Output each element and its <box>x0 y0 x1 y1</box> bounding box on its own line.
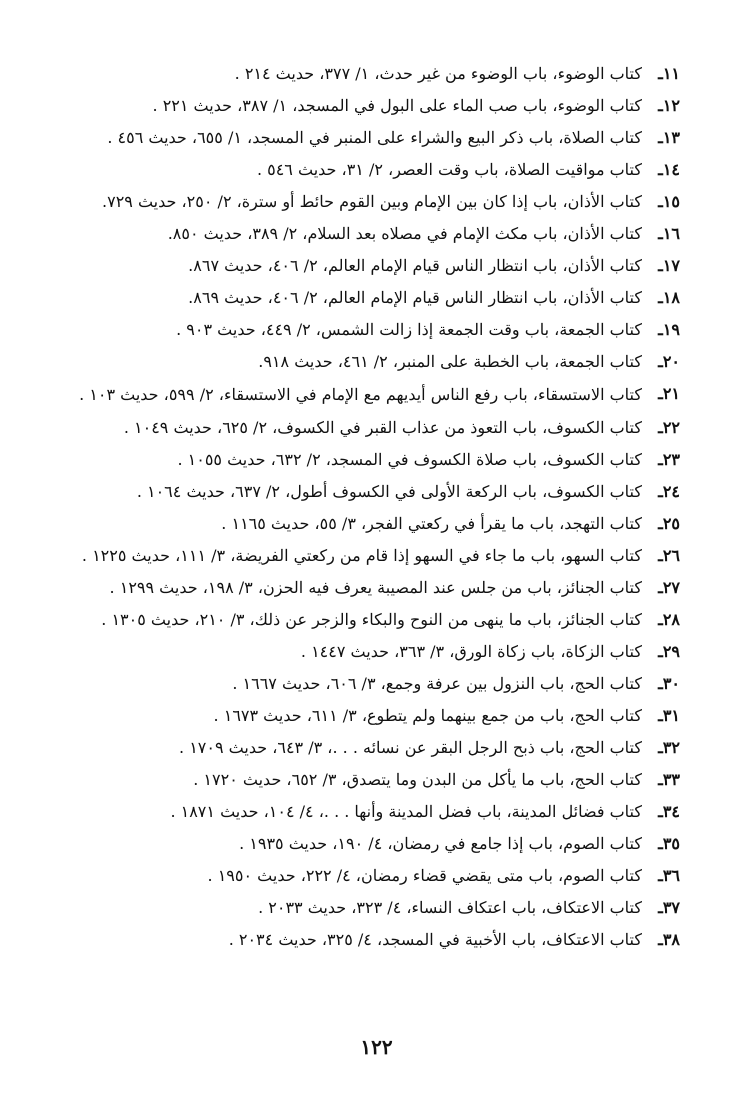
item-text: كتاب الأذان، باب انتظار الناس قيام الإمام العالم، ٢/ ٤٠٦، حديث ٨٦٩. <box>188 288 642 307</box>
item-number: ١٥ـ <box>658 192 680 211</box>
item-text: كتاب السهو، باب ما جاء في السهو إذا قام من ركعتي الفريضة، ٣/ ١١١، حديث ١٢٢٥ . <box>81 546 642 565</box>
item-number: ١٤ـ <box>658 160 680 179</box>
item-number: ٣٤ـ <box>658 802 680 821</box>
item-text: كتاب الجنائز، باب من جلس عند المصيبة يعرف فيه الحزن، ٣/ ١٩٨، حديث ١٢٩٩ . <box>109 578 642 597</box>
item-number: ٣٥ـ <box>658 834 680 853</box>
item-text: كتاب الوضوء، باب صب الماء على البول في المسجد، ١/ ٣٨٧، حديث ٢٢١ . <box>152 96 642 115</box>
item-number: ١٣ـ <box>658 128 680 147</box>
item-number: ١٢ـ <box>658 96 680 115</box>
list-item <box>30 668 680 700</box>
item-number: ٢٤ـ <box>658 482 680 501</box>
list-item <box>30 122 680 154</box>
item-number: ٢٦ـ <box>658 546 680 565</box>
list-item <box>30 540 680 572</box>
item-text: كتاب فضائل المدينة، باب فضل المدينة وأنها . . .، ٤/ ١٠٤، حديث ١٨٧١ . <box>170 802 642 821</box>
item-number: ١٧ـ <box>658 256 680 275</box>
list-item <box>30 860 680 892</box>
item-number: ٣٦ـ <box>658 866 680 885</box>
item-number: ١٦ـ <box>658 224 680 243</box>
item-text: كتاب الصلاة، باب ذكر البيع والشراء على المنبر في المسجد، ١/ ٦٥٥، حديث ٤٥٦ . <box>107 128 642 147</box>
list-item <box>30 378 680 412</box>
list-item <box>30 700 680 732</box>
list-item <box>30 90 680 122</box>
list-item <box>30 476 680 508</box>
item-text: كتاب الاستسقاء، باب رفع الناس أيديهم مع الإمام في الاستسقاء، ٢/ ٥٩٩، حديث ١٠٣ . <box>79 385 642 404</box>
footnote-list <box>30 58 680 956</box>
item-number: ٣٣ـ <box>658 770 680 789</box>
item-text: كتاب التهجد، باب ما يقرأ في ركعتي الفجر، ٣/ ٥٥، حديث ١١٦٥ . <box>221 514 642 533</box>
item-number: ٣٢ـ <box>658 738 680 757</box>
item-text: كتاب الحج، باب ما يأكل من البدن وما يتصدق، ٣/ ٦٥٢، حديث ١٧٢٠ . <box>193 770 642 789</box>
item-number: ٣١ـ <box>658 706 680 725</box>
item-text: كتاب الأذان، باب انتظار الناس قيام الإمام العالم، ٢/ ٤٠٦، حديث ٨٦٧. <box>188 256 642 275</box>
item-text: كتاب الأذان، باب مكث الإمام في مصلاه بعد السلام، ٢/ ٣٨٩، حديث ٨٥٠. <box>167 224 642 243</box>
item-number: ١١ـ <box>658 64 680 83</box>
item-number: ١٩ـ <box>658 320 680 339</box>
item-text: كتاب الكسوف، باب صلاة الكسوف في المسجد، ٢/ ٦٣٢، حديث ١٠٥٥ . <box>177 450 642 469</box>
list-item <box>30 444 680 476</box>
list-item <box>30 250 680 282</box>
item-text: كتاب الصوم، باب إذا جامع في رمضان، ٤/ ١٩٠، حديث ١٩٣٥ . <box>239 834 642 853</box>
item-number: ٢٨ـ <box>658 610 680 629</box>
list-item <box>30 796 680 828</box>
item-number: ٢٧ـ <box>658 578 680 597</box>
item-text: كتاب الوضوء، باب الوضوء من غير حدث، ١/ ٣٧٧، حديث ٢١٤ . <box>234 64 642 83</box>
item-text: كتاب الجنائز، باب ما ينهى من النوح والبكاء والزجر عن ذلك، ٣/ ٢١٠، حديث ١٣٠٥ . <box>101 610 642 629</box>
list-item <box>30 892 680 924</box>
item-number: ١٨ـ <box>658 288 680 307</box>
item-text: كتاب الجمعة، باب وقت الجمعة إذا زالت الشمس، ٢/ ٤٤٩، حديث ٩٠٣ . <box>176 320 642 339</box>
list-item <box>30 314 680 346</box>
item-text: كتاب الكسوف، باب الركعة الأولى في الكسوف أطول، ٢/ ٦٣٧، حديث ١٠٦٤ . <box>136 482 642 501</box>
list-item <box>30 764 680 796</box>
list-item <box>30 218 680 250</box>
item-number: ٣٠ـ <box>658 674 680 693</box>
list-item <box>30 282 680 314</box>
list-item <box>30 828 680 860</box>
list-item <box>30 572 680 604</box>
item-number: ٢٣ـ <box>658 450 680 469</box>
item-text: كتاب الحج، باب ذبح الرجل البقر عن نسائه . . .، ٣/ ٦٤٣، حديث ١٧٠٩ . <box>179 738 642 757</box>
item-text: كتاب الأذان، باب إذا كان بين الإمام وبين القوم حائط أو سترة، ٢/ ٢٥٠، حديث ٧٢٩. <box>102 192 642 211</box>
item-number: ٢٠ـ <box>658 352 680 371</box>
list-item <box>30 636 680 668</box>
item-text: كتاب الحج، باب النزول بين عرفة وجمع، ٣/ ٦٠٦، حديث ١٦٦٧ . <box>232 674 642 693</box>
item-number: ٢٥ـ <box>658 514 680 533</box>
list-item <box>30 58 680 90</box>
item-text: كتاب الجمعة، باب الخطبة على المنبر، ٢/ ٤٦١، حديث ٩١٨. <box>258 352 642 371</box>
list-item <box>30 154 680 186</box>
list-item <box>30 604 680 636</box>
list-item <box>30 508 680 540</box>
item-text: كتاب الكسوف، باب التعوذ من عذاب القبر في الكسوف، ٢/ ٦٢٥، حديث ١٠٤٩ . <box>123 418 642 437</box>
item-number: ٢٢ـ <box>658 418 680 437</box>
list-item <box>30 412 680 444</box>
item-text: كتاب الحج، باب من جمع بينهما ولم يتطوع، ٣/ ٦١١، حديث ١٦٧٣ . <box>213 706 642 725</box>
item-text: كتاب الزكاة، باب زكاة الورق، ٣/ ٣٦٣، حديث ١٤٤٧ . <box>300 642 642 661</box>
item-text: كتاب مواقيت الصلاة، باب وقت العصر، ٢/ ٣١، حديث ٥٤٦ . <box>256 160 642 179</box>
list-item <box>30 732 680 764</box>
item-number: ٢٩ـ <box>658 642 680 661</box>
list-item <box>30 346 680 378</box>
item-number: ٣٨ـ <box>658 930 680 949</box>
item-number: ٢١ـ <box>658 384 680 403</box>
item-text: كتاب الاعتكاف، باب الأخبية في المسجد، ٤/ ٣٢٥، حديث ٢٠٣٤ . <box>228 930 642 949</box>
item-number: ٣٧ـ <box>658 898 680 917</box>
list-item <box>30 186 680 218</box>
item-text: كتاب الصوم، باب متى يقضي قضاء رمضان، ٤/ ٢٢٢، حديث ١٩٥٠ . <box>207 866 642 885</box>
page-number: ١٢٢ <box>360 1035 393 1059</box>
list-item <box>30 924 680 956</box>
item-text: كتاب الاعتكاف، باب اعتكاف النساء، ٤/ ٣٢٣، حديث ٢٠٣٣ . <box>258 898 642 917</box>
